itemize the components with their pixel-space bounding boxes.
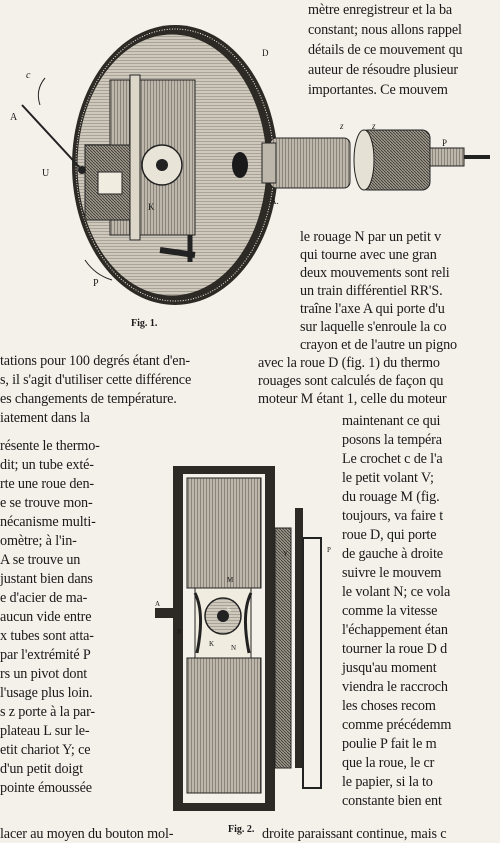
- text-line: crayon et de l'autre un pigno: [300, 337, 457, 353]
- fig1-label: z: [340, 121, 344, 131]
- fig2-label: P: [327, 546, 331, 554]
- text-line: constant; nous allons rappel: [308, 22, 462, 38]
- text-line: aucun vide entre: [0, 609, 92, 625]
- text-line: comme la vitesse: [342, 603, 438, 619]
- text-line: le rouage N par un petit v: [300, 229, 442, 245]
- text-line: l'échappement étan: [342, 622, 448, 638]
- text-line: avec la roue D (fig. 1) du thermo: [258, 355, 440, 371]
- text-line: rouages sont calculés de façon qu: [258, 373, 444, 389]
- text-line: le papier, si la to: [342, 774, 433, 790]
- text-line: Le crochet c de l'a: [342, 451, 443, 467]
- text-line: moteur M étant 1, celle du moteur: [258, 391, 447, 407]
- text-line: comme précédemm: [342, 717, 452, 733]
- text-line: droite paraissant continue, mais c: [262, 826, 447, 842]
- text-line: que la roue, le cr: [342, 755, 435, 771]
- text-line: toujours, va faire t: [342, 508, 444, 524]
- text-line: détails de ce mouvement qu: [308, 42, 463, 58]
- text-line: pointe émoussée: [0, 780, 92, 796]
- text-line: par l'extrémité P: [0, 647, 91, 663]
- text-line: A se trouve un: [0, 552, 81, 568]
- text-line: les choses recom: [342, 698, 436, 714]
- text-line: constante bien ent: [342, 793, 442, 809]
- fig1-label: P: [442, 138, 448, 148]
- text-line: e se trouve mon-: [0, 495, 93, 511]
- figure-2-illustration: [155, 458, 340, 818]
- text-line: le volant N; ce vola: [342, 584, 451, 600]
- text-line: poulie P fait le m: [342, 736, 437, 752]
- fig2-label: R: [177, 628, 182, 636]
- fig1-label: c: [26, 70, 31, 81]
- fig1-label: P: [93, 278, 99, 289]
- text-line: omètre; à l'in-: [0, 533, 77, 549]
- text-line: deux mouvements sont reli: [300, 265, 450, 281]
- text-line: un train différentiel RR'S.: [300, 283, 443, 299]
- text-line: x tubes sont atta-: [0, 628, 94, 644]
- fig2-label: Y: [283, 550, 289, 558]
- fig1-label: K: [148, 202, 155, 212]
- text-line: rte une roue den-: [0, 476, 94, 492]
- text-line: roue D, qui porte: [342, 527, 437, 543]
- text-line: résente le thermo-: [0, 438, 100, 454]
- text-line: auteur de résoudre plusieur: [308, 62, 458, 78]
- text-line: d'un petit doigt: [0, 761, 83, 777]
- text-line: traîne l'axe A qui porte d'u: [300, 301, 445, 317]
- text-line: justant bien dans: [0, 571, 93, 587]
- text-line: s, il s'agit d'utiliser cette différence: [0, 372, 192, 388]
- fig1-label: D: [262, 48, 269, 58]
- text-line: maintenant ce qui: [342, 413, 441, 429]
- text-line: tations pour 100 degrés étant d'en-: [0, 353, 190, 369]
- text-line: du rouage M (fig.: [342, 489, 440, 505]
- text-line: etit chariot Y; ce: [0, 742, 91, 758]
- fig1-label: A.: [270, 196, 279, 206]
- text-line: suivre le mouvem: [342, 565, 442, 581]
- text-line: qui tourne avec une gran: [300, 247, 437, 263]
- text-line: iatement dans la: [0, 410, 90, 426]
- text-line: es changements de température.: [0, 391, 177, 407]
- text-line: posons la tempéra: [342, 432, 442, 448]
- fig2-label: S: [227, 606, 231, 614]
- text-line: plateau L sur le-: [0, 723, 90, 739]
- text-line: de gauche à droite: [342, 546, 443, 562]
- text-line: importantes. Ce mouvem: [308, 82, 448, 98]
- text-line: le petit volant V;: [342, 470, 434, 486]
- figure-2-caption: Fig. 2.: [228, 824, 255, 835]
- fig1-label: z: [372, 121, 376, 131]
- text-line: dit; un tube exté-: [0, 457, 94, 473]
- text-line: viendra le raccroch: [342, 679, 448, 695]
- text-line: sur laquelle s'enroule la co: [300, 319, 447, 335]
- text-line: jusqu'au moment: [342, 660, 437, 676]
- text-line: rs un pivot dont: [0, 666, 88, 682]
- fig2-label: N: [231, 644, 237, 652]
- fig2-label: M: [227, 576, 234, 584]
- figure-1-caption: Fig. 1.: [131, 318, 158, 329]
- text-line: l'usage plus loin.: [0, 685, 93, 701]
- fig1-label: U: [42, 168, 50, 179]
- fig1-label: A: [10, 112, 18, 123]
- fig2-label: A: [155, 600, 161, 608]
- text-line: e d'acier de ma-: [0, 590, 88, 606]
- text-line: mètre enregistreur et la ba: [308, 2, 453, 18]
- text-line: s z porte à la par-: [0, 704, 95, 720]
- text-line: nécanisme multi-: [0, 514, 96, 530]
- text-line: lacer au moyen du bouton mol-: [0, 826, 174, 842]
- text-line: tourner la roue D d: [342, 641, 448, 657]
- fig2-label: K: [209, 640, 215, 648]
